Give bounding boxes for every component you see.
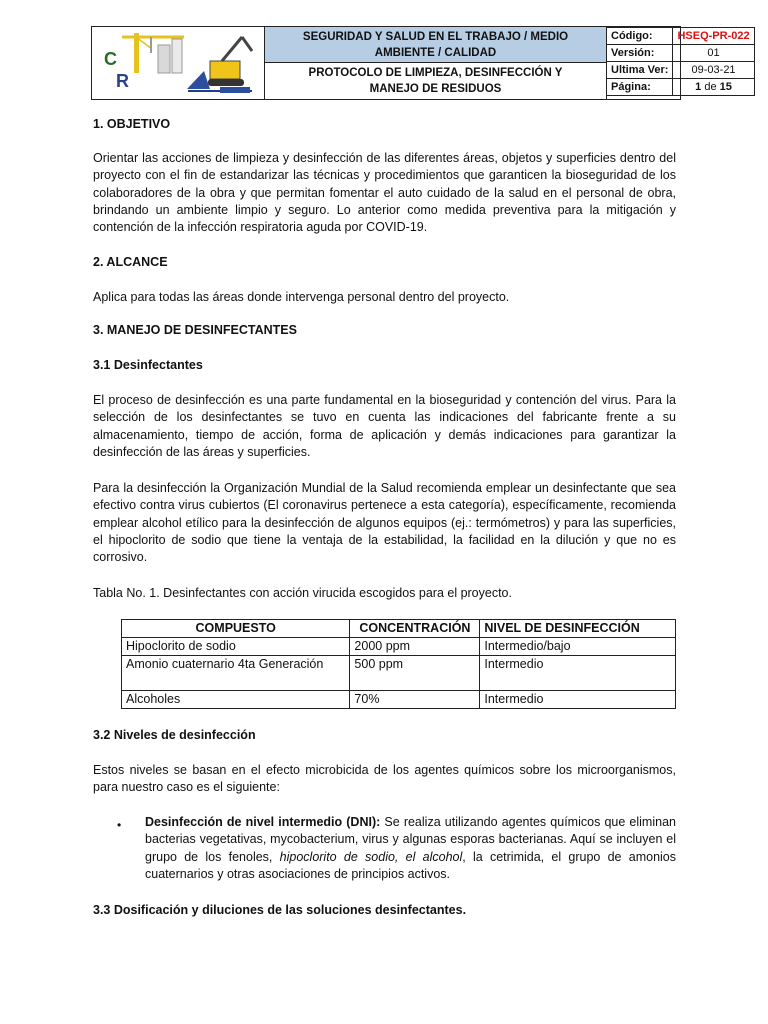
bullet-italic-term: hipoclorito de sodio, el alcohol bbox=[279, 849, 463, 864]
bullet-item-dni bbox=[145, 814, 676, 883]
page-current: 1 bbox=[695, 81, 702, 93]
table-header-cell: NIVEL DE DESINFECCIÓN bbox=[480, 620, 676, 638]
meta-row-page bbox=[607, 79, 755, 96]
table-row bbox=[122, 656, 676, 691]
page-total: 15 bbox=[719, 81, 732, 93]
header-title-bottom: PROTOCOLO DE LIMPIEZA, DESINFECCIÓN Y MANEJO DE RESIDUOS bbox=[265, 63, 607, 99]
table-cell: 500 ppm bbox=[350, 656, 480, 691]
table-cell: Amonio cuaternario 4ta Generación bbox=[122, 656, 350, 691]
table-header-cell: CONCENTRACIÓN bbox=[350, 620, 480, 638]
bullet-icon: • bbox=[117, 818, 122, 832]
table-row bbox=[122, 638, 676, 656]
subsection-3-3-title: 3.3 Dosificación y diluciones de las soluciones desinfectantes. bbox=[93, 903, 467, 917]
subsection-3-1-paragraph-2: Para la desinfección la Organización Mundial de la Salud recomienda emplear un desinfectante que sea efectivo contra virus cubiertos (El coronavirus pertenece a esta categoría), específicamente, recomienda emplear alcohol etílico para la desinfección de algunos equipos (ej.: termómetros) y para las superficies, el hipoclorito de sodio que tiene la ventaja de la estabilidad, la facilidad en la dilución y que no es corrosivo. bbox=[93, 481, 676, 565]
header-title-top: SEGURIDAD Y SALUD EN EL TRABAJO / MEDIO AMBIENTE / CALIDAD bbox=[265, 27, 607, 63]
page-of: de bbox=[704, 81, 717, 93]
disinfectants-table bbox=[121, 619, 676, 709]
company-logo bbox=[92, 27, 265, 99]
logo-letter-c: C bbox=[104, 49, 117, 69]
document-code: HSEQ-PR-022 bbox=[673, 28, 754, 45]
meta-row-version bbox=[607, 45, 755, 62]
subsection-3-2-paragraph: Estos niveles se basan en el efecto microbicida de los agentes químicos sobre los microorganismos, para nuestro caso es el siguiente: bbox=[93, 763, 676, 795]
logo-letter-r: R bbox=[116, 71, 129, 91]
meta-row-date bbox=[607, 62, 755, 79]
subsection-3-1-paragraph-1: El proceso de desinfección es una parte fundamental en la bioseguridad y contención del virus. Para la selección de los desinfectantes se tuvo en cuenta las indicaciones del fabricante frente a su almacenamiento, tiempo de acción, forma de aplicación y demás indicaciones para garantizar la desinfección de las áreas y superficies. bbox=[93, 393, 676, 459]
table-cell: Intermedio/bajo bbox=[480, 638, 676, 656]
bullet-text-part-2: , la cetrimida, el grupo de amonios cuaternarios y otras asociaciones de principios activos. bbox=[145, 849, 677, 881]
document-version: 01 bbox=[673, 45, 754, 62]
meta-key: Ultima Ver: bbox=[607, 62, 673, 79]
table-header-cell: COMPUESTO bbox=[122, 620, 350, 638]
document-date: 09-03-21 bbox=[673, 62, 754, 79]
document-header bbox=[91, 26, 750, 100]
subsection-3-2-title: 3.2 Niveles de desinfección bbox=[93, 728, 256, 742]
section-desinfectantes-title: 3. MANEJO DE DESINFECTANTES bbox=[93, 323, 297, 337]
table-row bbox=[122, 691, 676, 709]
table-cell: Intermedio bbox=[480, 691, 676, 709]
bullet-text-part-1: Se realiza utilizando agentes químicos que eliminan bacterias vegetativas, mycobacterium, virus y algunas esporas bacterianas. Aquí se incluyen el grupo de los fenoles, bbox=[145, 815, 676, 864]
section-objetivo-title: 1. OBJETIVO bbox=[93, 117, 171, 131]
meta-key: Código: bbox=[607, 28, 673, 45]
section-alcance-body: Aplica para todas las áreas donde intervenga personal dentro del proyecto. bbox=[93, 290, 510, 304]
subsection-3-1-title: 3.1 Desinfectantes bbox=[93, 358, 203, 372]
page-number bbox=[673, 79, 754, 96]
bullet-bold-term: Desinfección de nivel intermedio (DNI): bbox=[145, 815, 381, 829]
meta-key: Página: bbox=[607, 79, 673, 96]
document-meta-table bbox=[606, 27, 755, 96]
table-cell: 70% bbox=[350, 691, 480, 709]
table-caption: Tabla No. 1. Desinfectantes con acción virucida escogidos para el proyecto. bbox=[93, 586, 512, 600]
section-alcance-title: 2. ALCANCE bbox=[93, 255, 168, 269]
table-cell: Alcoholes bbox=[122, 691, 350, 709]
table-cell: Hipoclorito de sodio bbox=[122, 638, 350, 656]
table-cell: 2000 ppm bbox=[350, 638, 480, 656]
meta-key: Versión: bbox=[607, 45, 673, 62]
meta-row-code bbox=[607, 28, 755, 45]
table-header-row bbox=[122, 620, 676, 638]
section-objetivo-body: Orientar las acciones de limpieza y desinfección de las diferentes áreas, objetos y superficies dentro del proyecto con el fin de estandarizar las técnicas y procedimientos que garanticen la bioseguridad de los colaboradores de la obra y que permitan fomentar el auto cuidado de la salud en el personal de obra, brindando un ambiente limpio y seguro. Lo anterior como medida preventiva para la mitigación y contención de la infección respiratoria aguda por COVID-19. bbox=[93, 151, 676, 235]
table-cell: Intermedio bbox=[480, 656, 676, 691]
